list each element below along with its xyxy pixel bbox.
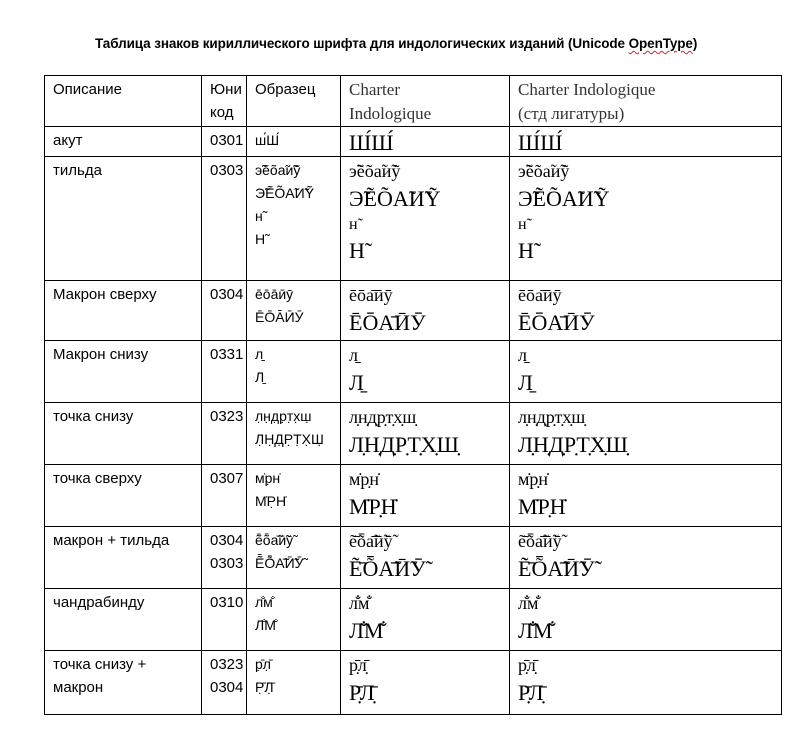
charter-glyphs: ẽ̄ȭа̃̄ӣ̃ӯ̃: [349, 531, 393, 551]
charter-glyphs: ēōа̄ӣӯ: [349, 285, 393, 305]
sample-glyphs: ĒŌА̄ӢӮ: [255, 309, 304, 325]
row-description: [45, 465, 202, 527]
charter-glyphs: Э̃ẼÕА̃И̃Ỹ: [349, 186, 441, 211]
sample-glyphs: Н̃: [255, 231, 266, 247]
charter-glyphs: э̃ẽõа̃и̃ỹ: [349, 161, 401, 181]
charter-glyphs: н̃: [349, 216, 358, 233]
row-charter: [341, 341, 510, 403]
unicode-code: 0303: [210, 162, 244, 179]
charter-std-glyphs: Ш́Ш́: [518, 130, 563, 155]
row-unicode-code: [202, 127, 247, 157]
charter-std-glyphs: М̇Р̣Н̇: [518, 494, 566, 519]
sample-glyphs: л̐м̐: [255, 594, 273, 610]
charter-std-glyphs: ẽ̄ȭа̃̄ӣ̃ӯ̃: [518, 531, 562, 551]
sample-glyphs: Л̐М̐: [255, 617, 276, 633]
charter-std-glyphs: н̃: [518, 216, 527, 233]
header-sample: Образец: [247, 76, 341, 127]
charter-std-glyphs: Р̣̄Л̣̄: [518, 680, 544, 705]
charter-glyphs: р̣̄л̣̄: [349, 655, 367, 675]
unicode-code: 0307: [210, 470, 244, 487]
charter-std-glyphs: р̣̄л̣̄: [518, 655, 536, 675]
charter-std-glyphs: л̐м̐: [518, 593, 539, 613]
row-sample: [247, 341, 341, 403]
header-charter-std: [510, 76, 782, 127]
header-charter-line1: Charter: [349, 80, 400, 99]
row-charter-std: [510, 651, 782, 715]
row-charter: [341, 589, 510, 651]
charter-glyphs: м̇р̣н̇: [349, 469, 380, 489]
sample-glyphs: ẽ̄ȭа̃̄ӣ̃ӯ̃: [255, 532, 294, 548]
table-row: [45, 281, 782, 341]
sample-glyphs: М̇Р̣Н̇: [255, 493, 287, 509]
row-sample: [247, 589, 341, 651]
header-unicode: [202, 76, 247, 127]
row-charter: [341, 465, 510, 527]
row-description-line: точка снизу +: [53, 656, 147, 673]
charter-std-glyphs: э̃ẽõа̃и̃ỹ: [518, 161, 570, 181]
unicode-code: 0301: [210, 132, 244, 149]
sample-glyphs: Ẽ̄ȬА̃̄Ӣ̃Ӯ̃: [255, 555, 304, 571]
header-charter: [341, 76, 510, 127]
row-sample: [247, 157, 341, 281]
row-description-line: точка снизу: [53, 408, 134, 425]
unicode-code: 0323: [210, 656, 244, 673]
table-row: [45, 403, 782, 465]
row-unicode-code: [202, 527, 247, 589]
row-charter-std: [510, 527, 782, 589]
row-charter-std: [510, 589, 782, 651]
row-unicode-code: [202, 651, 247, 715]
charter-glyphs: Л̣Н̣Д̣Р̣Т̣Х̣Ш̣: [349, 432, 459, 457]
unicode-code: 0331: [210, 346, 244, 363]
row-description-line: чандрабинду: [53, 594, 145, 611]
charter-std-glyphs: л̱: [518, 345, 527, 365]
charter-glyphs: Л̐М̐: [349, 618, 384, 643]
row-unicode-code: [202, 465, 247, 527]
row-description: [45, 589, 202, 651]
row-description-line: Макрон снизу: [53, 346, 149, 363]
sample-glyphs: Р̣̄Л̣̄: [255, 679, 274, 695]
row-charter-std: [510, 127, 782, 157]
charter-std-glyphs: л̣н̣д̣р̣т̣х̣ш̣: [518, 407, 586, 427]
row-charter-std: [510, 403, 782, 465]
charter-std-glyphs: ĒŌА̄ӢӮ: [518, 310, 595, 335]
row-sample: [247, 403, 341, 465]
sample-glyphs: л̱: [255, 346, 264, 362]
charter-std-glyphs: Л̐М̐: [518, 618, 553, 643]
row-charter: [341, 651, 510, 715]
row-unicode-code: [202, 341, 247, 403]
title-close: ): [692, 36, 698, 51]
charter-glyphs: л̐м̐: [349, 593, 370, 613]
row-sample: [247, 127, 341, 157]
row-description: [45, 403, 202, 465]
title-text: Таблица знаков кириллического шрифта для индологических изданий (Unicode: [95, 36, 629, 51]
row-unicode-code: [202, 403, 247, 465]
sample-glyphs: ш́Ш́: [255, 132, 280, 148]
charter-glyphs: ĒŌА̄ӢӮ: [349, 310, 426, 335]
row-description-line: тильда: [53, 162, 102, 179]
charter-glyphs: л̣н̣д̣р̣т̣х̣ш̣: [349, 407, 417, 427]
row-charter: [341, 157, 510, 281]
row-description: [45, 127, 202, 157]
row-sample: [247, 527, 341, 589]
header-unicode-line2: код: [210, 104, 234, 121]
sample-glyphs: э̃ẽõа̃и̃ỹ: [255, 162, 301, 178]
row-description: [45, 651, 202, 715]
row-description: [45, 341, 202, 403]
row-charter: [341, 527, 510, 589]
row-charter-std: [510, 157, 782, 281]
row-description: [45, 157, 202, 281]
title-misspelled-word: OpenType: [628, 36, 693, 51]
row-charter: [341, 281, 510, 341]
row-unicode-code: [202, 589, 247, 651]
row-description-line: макрон + тильда: [53, 532, 170, 549]
sample-glyphs: л̣н̣д̣р̣т̣х̣ш̣: [255, 408, 312, 424]
charter-std-glyphs: Л̱: [518, 370, 533, 395]
table-row: [45, 465, 782, 527]
charter-std-glyphs: ēōа̄ӣӯ: [518, 285, 562, 305]
unicode-code: 0303: [210, 555, 244, 572]
row-charter-std: [510, 465, 782, 527]
charter-std-glyphs: Э̃ẼÕА̃И̃Ỹ: [518, 186, 610, 211]
table-row: [45, 127, 782, 157]
charter-std-glyphs: м̇р̣н̇: [518, 469, 549, 489]
sample-glyphs: м̇р̣н̇: [255, 470, 281, 486]
charter-glyphs: л̱: [349, 345, 358, 365]
charter-std-glyphs: Н̃: [518, 238, 534, 263]
charter-glyphs: Н̃: [349, 238, 365, 263]
sample-glyphs: ēōа̄ӣӯ: [255, 286, 294, 302]
row-unicode-code: [202, 157, 247, 281]
header-charter-std-line1: Charter Indologique: [518, 80, 656, 99]
table-row: [45, 651, 782, 715]
sample-glyphs: Э̃ẼÕА̃И̃Ỹ: [255, 185, 315, 201]
row-charter-std: [510, 281, 782, 341]
row-sample: [247, 651, 341, 715]
row-description-line: макрон: [53, 679, 104, 696]
row-description-line: Макрон сверху: [53, 286, 157, 303]
unicode-code: 0310: [210, 594, 244, 611]
sample-glyphs: р̣̄л̣̄: [255, 656, 271, 672]
table-row: [45, 589, 782, 651]
charter-glyphs: Р̣̄Л̣̄: [349, 680, 375, 705]
charter-glyphs: Ẽ̄ȬА̃̄Ӣ̃Ӯ̃: [349, 556, 426, 581]
sample-glyphs: Л̱: [255, 369, 265, 385]
charter-std-glyphs: Ẽ̄ȬА̃̄Ӣ̃Ӯ̃: [518, 556, 595, 581]
glyph-table: [44, 75, 782, 715]
charter-glyphs: Л̱: [349, 370, 364, 395]
charter-glyphs: Ш́Ш́: [349, 130, 394, 155]
header-charter-std-line2: (стд лигатуры): [518, 104, 625, 123]
table-row: [45, 527, 782, 589]
row-unicode-code: [202, 281, 247, 341]
header-charter-line2: Indologique: [349, 104, 432, 123]
unicode-code: 0304: [210, 286, 244, 303]
row-description-line: точка сверху: [53, 470, 142, 487]
sample-glyphs: Л̣Н̣Д̣Р̣Т̣Х̣Ш̣: [255, 431, 324, 447]
table-row: [45, 157, 782, 281]
row-description-line: акут: [53, 132, 83, 149]
row-description: [45, 527, 202, 589]
charter-glyphs: М̇Р̣Н̇: [349, 494, 397, 519]
header-description: Описание: [45, 76, 202, 127]
sample-glyphs: н̃: [255, 208, 263, 224]
unicode-code: 0323: [210, 408, 244, 425]
row-charter: [341, 127, 510, 157]
table-row: [45, 341, 782, 403]
row-description: [45, 281, 202, 341]
header-row: [45, 76, 782, 127]
unicode-code: 0304: [210, 532, 244, 549]
charter-std-glyphs: Л̣Н̣Д̣Р̣Т̣Х̣Ш̣: [518, 432, 628, 457]
unicode-code: 0304: [210, 679, 244, 696]
header-unicode-line1: Юни: [210, 81, 242, 98]
document-title: [95, 36, 697, 51]
row-charter-std: [510, 341, 782, 403]
row-sample: [247, 465, 341, 527]
row-sample: [247, 281, 341, 341]
row-charter: [341, 403, 510, 465]
